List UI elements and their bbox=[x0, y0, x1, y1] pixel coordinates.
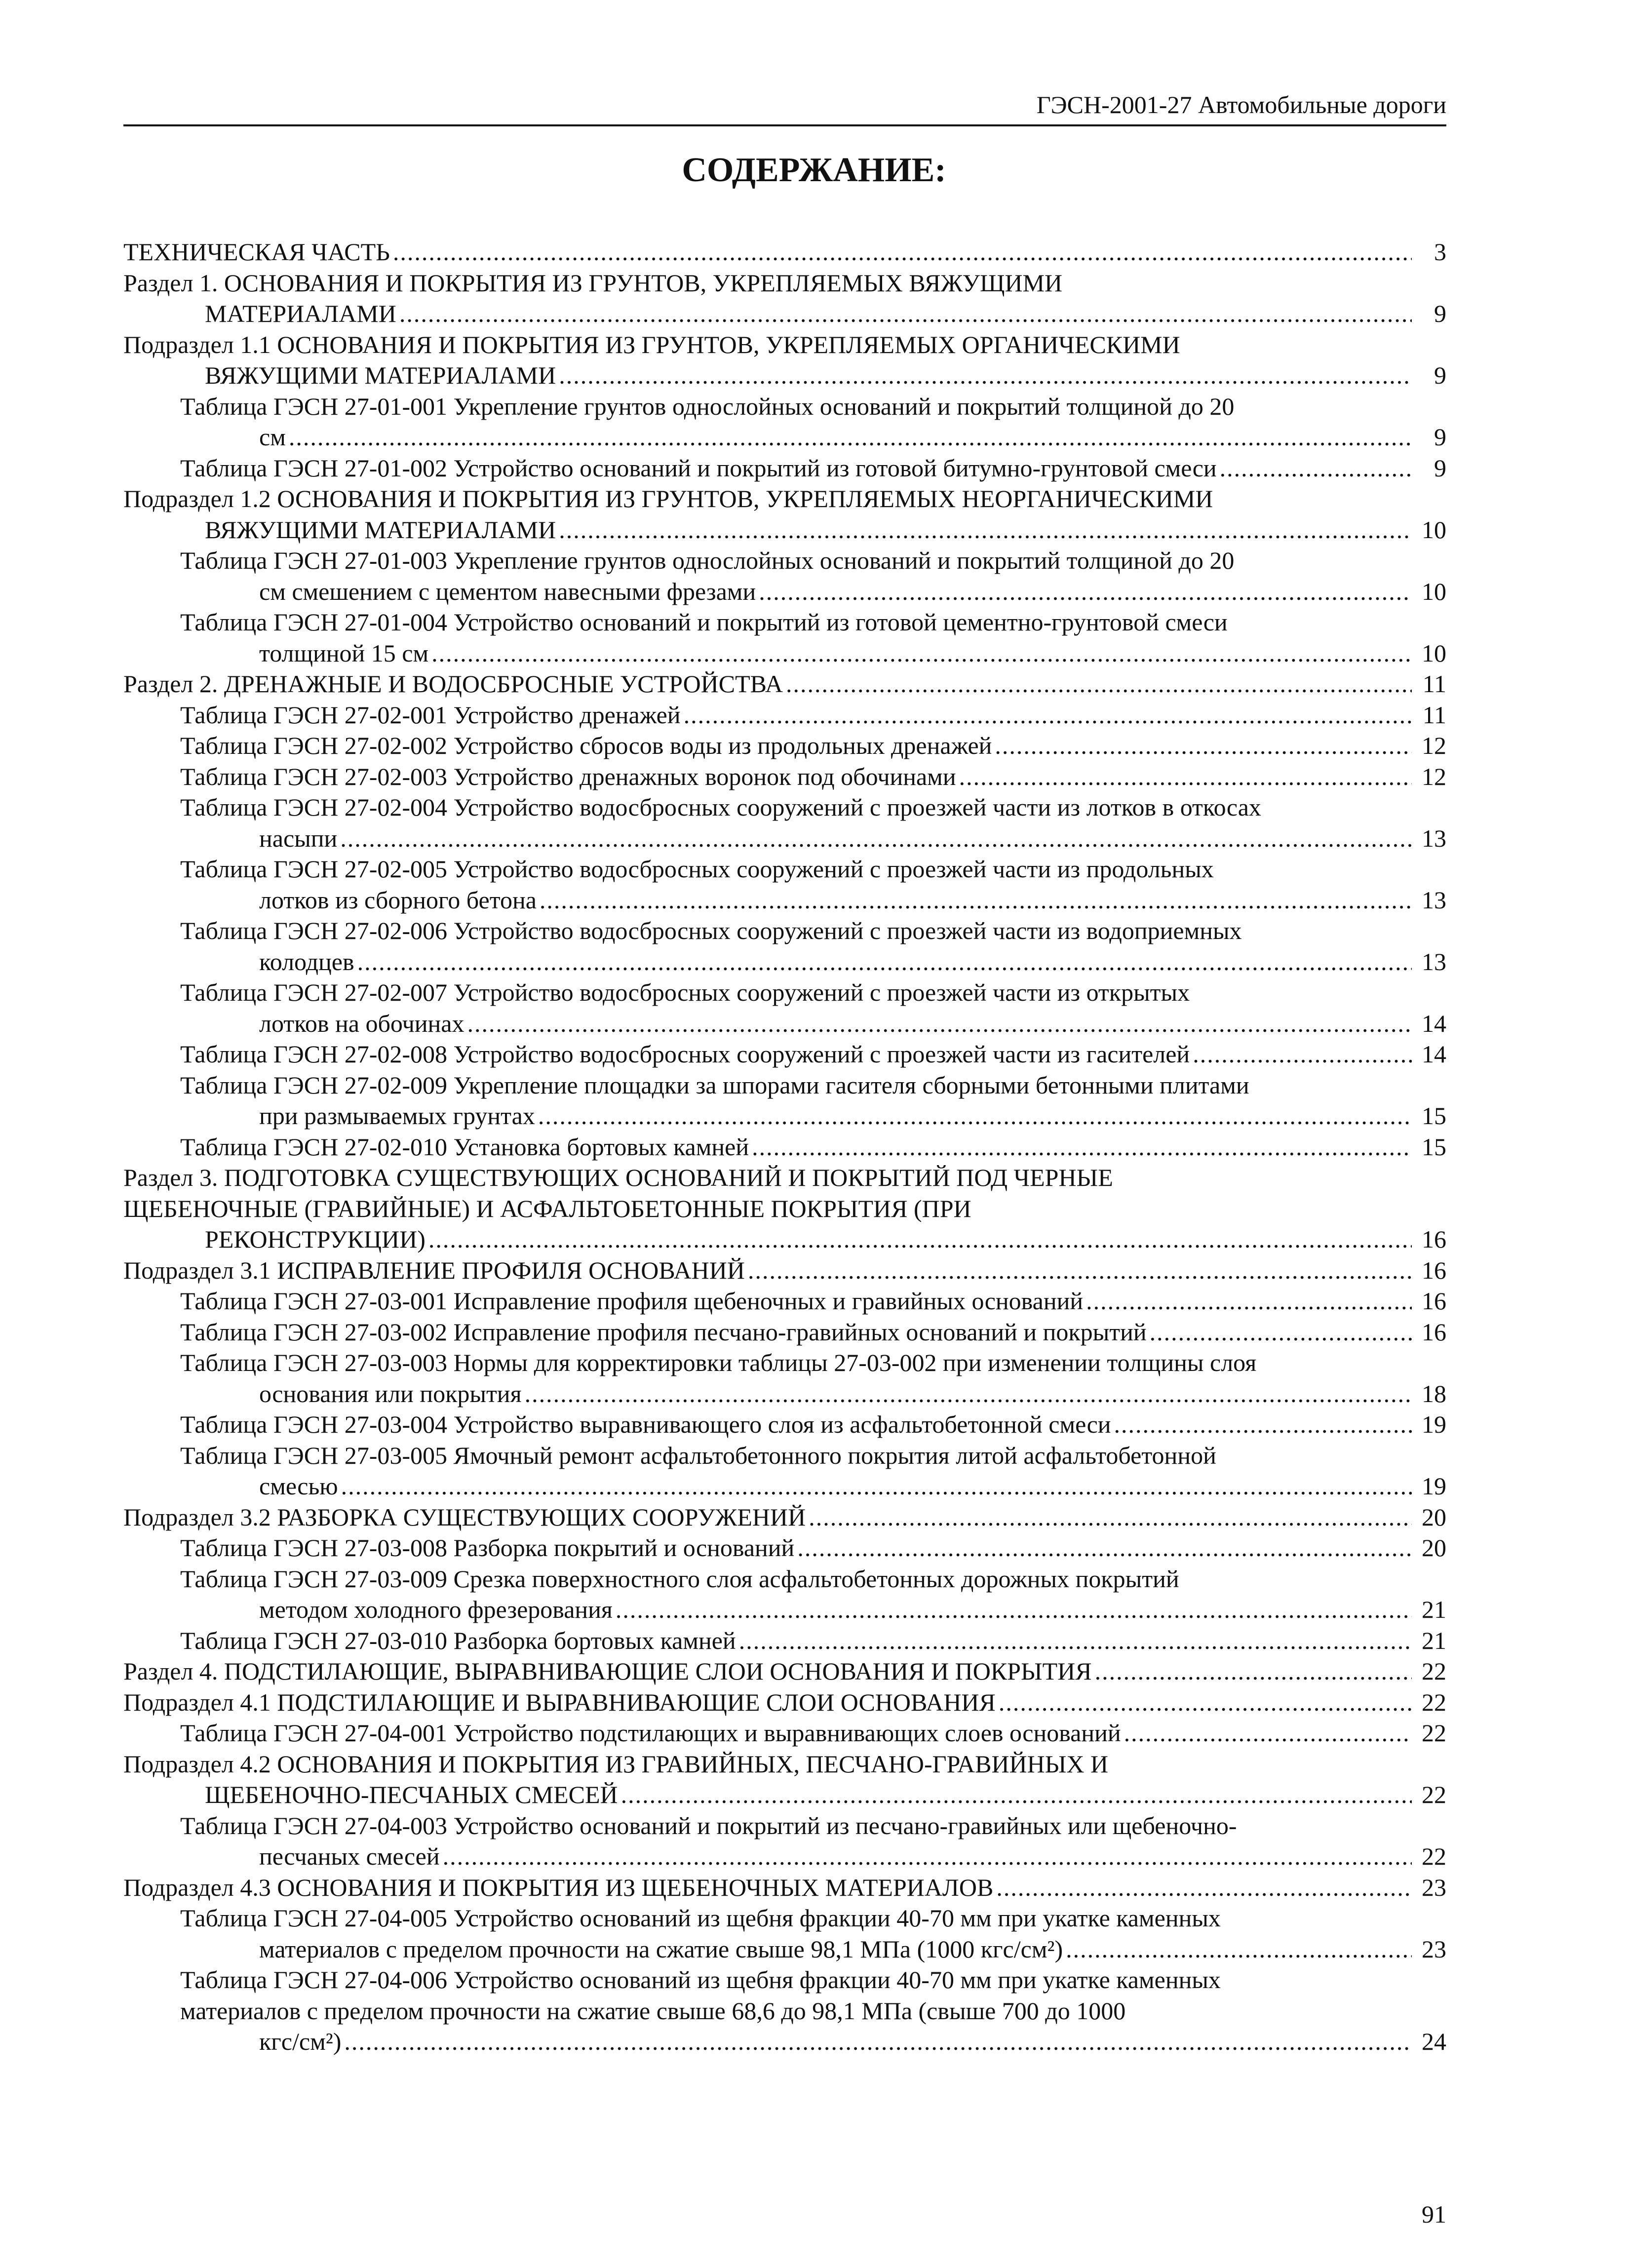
toc-entry-text: см bbox=[259, 423, 286, 451]
toc-page-number: 22 bbox=[1422, 1842, 1446, 1870]
toc-entry bbox=[180, 391, 1446, 453]
toc-entry-text: материалов с пределом прочности на сжатие свыше 68,6 до 98,1 МПа (свыше 700 до 1000 bbox=[180, 1996, 1126, 2025]
toc-entry-text: ВЯЖУЩИМИ МАТЕРИАЛАМИ bbox=[205, 361, 556, 389]
toc-page-number: 9 bbox=[1434, 361, 1446, 389]
dot-leader bbox=[999, 1687, 1412, 1718]
toc-page-number: 3 bbox=[1434, 238, 1446, 266]
toc-page-number: 11 bbox=[1422, 701, 1446, 729]
toc-entry-line bbox=[180, 1471, 1446, 1502]
dot-leader bbox=[996, 1872, 1412, 1903]
dot-leader bbox=[340, 823, 1412, 854]
toc-entry-text: при размываемых грунтах bbox=[259, 1102, 535, 1130]
dot-leader bbox=[357, 946, 1412, 978]
toc-entry bbox=[123, 268, 1446, 329]
toc-entry bbox=[180, 1039, 1446, 1070]
dot-leader bbox=[1086, 1286, 1412, 1317]
toc-page-number: 9 bbox=[1434, 454, 1446, 482]
toc-entry-line bbox=[180, 1409, 1446, 1440]
toc-entry-text: Таблица ГЭСН 27-03-010 Разборка бортовых камней bbox=[180, 1626, 736, 1654]
toc-entry-line bbox=[180, 1378, 1446, 1409]
toc-entry bbox=[123, 1255, 1446, 1286]
running-header bbox=[123, 90, 1446, 124]
toc-entry bbox=[180, 915, 1446, 977]
toc-entry-text: ВЯЖУЩИМИ МАТЕРИАЛАМИ bbox=[205, 515, 556, 544]
toc-entry-text: Таблица ГЭСН 27-03-008 Разборка покрытий и оснований bbox=[180, 1534, 795, 1562]
toc-entry bbox=[180, 453, 1446, 484]
toc-page-number: 23 bbox=[1422, 1873, 1446, 1901]
toc-entry bbox=[180, 1347, 1446, 1409]
toc-entry-text: Таблица ГЭСН 27-01-003 Укрепление грунтов однослойных оснований и покрытий толщиной до 20 bbox=[180, 547, 1235, 574]
toc-page-number: 16 bbox=[1422, 1225, 1446, 1253]
dot-leader bbox=[1124, 1718, 1412, 1749]
toc-page-number: 13 bbox=[1422, 947, 1446, 976]
toc-entry-text: насыпи bbox=[259, 824, 338, 852]
toc-entry-text: Таблица ГЭСН 27-02-008 Устройство водосбросных сооружений с проезжей части из гасителей bbox=[180, 1040, 1190, 1068]
toc-entry-line bbox=[180, 730, 1446, 761]
dot-leader bbox=[1114, 1409, 1412, 1440]
dot-leader bbox=[1150, 1317, 1412, 1348]
toc-entry bbox=[123, 329, 1446, 391]
toc-entry-text: Таблица ГЭСН 27-01-001 Укрепление грунтов однослойных оснований и покрытий толщиной до 20 bbox=[180, 392, 1235, 420]
toc-entry-line bbox=[180, 1532, 1446, 1564]
toc-page-number: 21 bbox=[1422, 1596, 1446, 1623]
dot-leader bbox=[467, 1008, 1412, 1039]
toc-entry-line bbox=[180, 1841, 1446, 1872]
toc-page-number: 10 bbox=[1422, 639, 1446, 667]
dot-leader bbox=[1220, 453, 1412, 484]
toc-page-number: 12 bbox=[1422, 762, 1446, 790]
toc-entry-line bbox=[180, 1100, 1446, 1132]
toc-entry-text: РЕКОНСТРУКЦИИ) bbox=[205, 1225, 426, 1253]
toc-entry-text: Таблица ГЭСН 27-04-001 Устройство подстилающих и выравнивающих слоев оснований bbox=[180, 1719, 1121, 1747]
toc-entry-line bbox=[123, 1872, 1446, 1903]
toc-entry-text: Подраздел 3.2 РАЗБОРКА СУЩЕСТВУЮЩИХ СООРУЖЕНИЙ bbox=[123, 1503, 806, 1531]
toc-page-number: 22 bbox=[1422, 1688, 1446, 1716]
toc-entry-line bbox=[180, 453, 1446, 484]
toc-entry-text: ТЕХНИЧЕСКАЯ ЧАСТЬ bbox=[123, 238, 390, 266]
toc-entry-text: Таблица ГЭСН 27-03-009 Срезка поверхностного слоя асфальтобетонных дорожных покрытий bbox=[180, 1564, 1179, 1593]
toc-entry-text: Подраздел 1.2 ОСНОВАНИЯ И ПОКРЫТИЯ ИЗ ГРУНТОВ, УКРЕПЛЯЕМЫХ НЕОРГАНИЧЕСКИМИ bbox=[123, 485, 1213, 512]
toc-entry-text: Подраздел 4.1 ПОДСТИЛАЮЩИЕ И ВЫРАВНИВАЮЩИЕ СЛОИ ОСНОВАНИЯ bbox=[123, 1688, 996, 1716]
toc-entry bbox=[180, 607, 1446, 668]
dot-leader bbox=[399, 298, 1412, 329]
toc-entry bbox=[180, 1317, 1446, 1348]
toc-entry-line bbox=[180, 1594, 1446, 1625]
toc-entry-line bbox=[180, 761, 1446, 792]
toc-entry bbox=[180, 1532, 1446, 1564]
toc-entry-line bbox=[180, 1039, 1446, 1070]
toc-entry-text: Таблица ГЭСН 27-03-005 Ямочный ремонт асфальтобетонного покрытия литой асфальтобетонной bbox=[180, 1441, 1216, 1469]
toc-entry-text: Подраздел 3.1 ИСПРАВЛЕНИЕ ПРОФИЛЯ ОСНОВАНИЙ bbox=[123, 1256, 745, 1284]
toc-entry-text: колодцев bbox=[259, 947, 354, 976]
toc-entry-text: Таблица ГЭСН 27-04-006 Устройство оснований из щебня фракции 40-70 мм при укатке каменных bbox=[180, 1966, 1221, 1994]
toc-page-number: 22 bbox=[1422, 1719, 1446, 1747]
toc-entry-text: Таблица ГЭСН 27-01-002 Устройство оснований и покрытий из готовой битумно-грунтовой смеси bbox=[180, 454, 1217, 482]
toc-entry-line bbox=[180, 1286, 1446, 1317]
toc-entry-text: Подраздел 4.3 ОСНОВАНИЯ И ПОКРЫТИЯ ИЗ ЩЕБЕНОЧНЫХ МАТЕРИАЛОВ bbox=[123, 1873, 994, 1901]
toc-entry bbox=[180, 977, 1446, 1039]
page-number: 91 bbox=[1422, 2200, 1446, 2228]
toc-entry bbox=[123, 1749, 1446, 1810]
toc-entry-text: Таблица ГЭСН 27-02-003 Устройство дренажных воронок под обочинами bbox=[180, 762, 956, 790]
toc-entry-text: песчаных смесей bbox=[259, 1842, 440, 1870]
toc-entry-line bbox=[180, 1718, 1446, 1749]
toc-entry bbox=[180, 761, 1446, 792]
toc-entry-text: кгс/см²) bbox=[259, 2028, 342, 2055]
toc-entry-line bbox=[123, 1779, 1446, 1810]
dot-leader bbox=[538, 1100, 1412, 1132]
toc-entry-line bbox=[180, 700, 1446, 731]
toc-entry-text: смесью bbox=[259, 1472, 338, 1500]
toc-entry bbox=[123, 1687, 1446, 1718]
toc-entry bbox=[180, 700, 1446, 731]
dot-leader bbox=[344, 2026, 1412, 2057]
toc-entry-line bbox=[180, 946, 1446, 978]
dot-leader bbox=[684, 700, 1412, 731]
toc-entry bbox=[180, 1903, 1446, 1964]
toc-entry-text: лотков на обочинах bbox=[259, 1009, 465, 1037]
toc-page-number: 19 bbox=[1422, 1410, 1446, 1438]
toc-entry-text: Таблица ГЭСН 27-03-003 Нормы для корректировки таблицы 27-03-002 при изменении толщины слоя bbox=[180, 1349, 1257, 1376]
toc-entry bbox=[123, 668, 1446, 700]
toc-page-number: 10 bbox=[1422, 515, 1446, 544]
dot-leader bbox=[1066, 1934, 1412, 1965]
toc-entry bbox=[180, 1132, 1446, 1163]
toc-entry-line bbox=[180, 576, 1446, 607]
toc-entry-line bbox=[123, 1255, 1446, 1286]
toc-page-number: 11 bbox=[1422, 670, 1446, 698]
toc-entry-line bbox=[123, 1687, 1446, 1718]
toc-entry-text: Раздел 4. ПОДСТИЛАЮЩИЕ, ВЫРАВНИВАЮЩИЕ СЛОИ ОСНОВАНИЯ И ПОКРЫТИЯ bbox=[123, 1657, 1092, 1685]
toc-entry-line bbox=[180, 823, 1446, 854]
dot-leader bbox=[428, 1224, 1412, 1255]
running-title: ГЭСН-2001-27 Автомобильные дороги bbox=[1036, 91, 1446, 118]
toc-entry-text: МАТЕРИАЛАМИ bbox=[205, 300, 396, 327]
toc-entry-text: Таблица ГЭСН 27-01-004 Устройство оснований и покрытий из готовой цементно-грунтовой смеси bbox=[180, 608, 1228, 636]
toc-entry-line bbox=[123, 236, 1446, 268]
dot-leader bbox=[809, 1502, 1412, 1533]
toc-entry-text: Раздел 2. ДРЕНАЖНЫЕ И ВОДОСБРОСНЫЕ УСТРОЙСТВА bbox=[123, 670, 783, 698]
toc-entry bbox=[180, 854, 1446, 915]
dot-leader bbox=[431, 638, 1412, 669]
toc-entry-text: Подраздел 1.1 ОСНОВАНИЯ И ПОКРЫТИЯ ИЗ ГРУНТОВ, УКРЕПЛЯЕМЫХ ОРГАНИЧЕСКИМИ bbox=[123, 330, 1180, 358]
toc-entry-text: Таблица ГЭСН 27-02-007 Устройство водосбросных сооружений с проезжей части из открытых bbox=[180, 978, 1190, 1006]
dot-leader bbox=[540, 885, 1412, 916]
toc-entry-text: Таблица ГЭСН 27-02-006 Устройство водосбросных сооружений с проезжей части из водоприемных bbox=[180, 917, 1242, 944]
toc-entry-text: Таблица ГЭСН 27-04-005 Устройство оснований из щебня фракции 40-70 мм при укатке каменных bbox=[180, 1904, 1221, 1932]
toc-entry bbox=[123, 1656, 1446, 1687]
toc-entry-text: ЩЕБЕНОЧНО-ПЕСЧАНЫХ СМЕСЕЙ bbox=[205, 1781, 618, 1808]
toc-page-number: 21 bbox=[1422, 1626, 1446, 1654]
toc-page-number: 12 bbox=[1422, 732, 1446, 759]
toc-page-number: 16 bbox=[1422, 1256, 1446, 1284]
toc-page-number: 22 bbox=[1422, 1781, 1446, 1808]
toc-entry bbox=[180, 730, 1446, 761]
toc-entry-text: Таблица ГЭСН 27-02-002 Устройство сбросов воды из продольных дренажей bbox=[180, 732, 992, 759]
toc-page-number: 16 bbox=[1422, 1318, 1446, 1346]
toc-entry-text: Таблица ГЭСН 27-02-009 Укрепление площадки за шпорами гасителя сборными бетонными плитами bbox=[180, 1071, 1249, 1099]
dot-leader bbox=[739, 1625, 1412, 1656]
toc-entry-line bbox=[123, 1502, 1446, 1533]
toc-page-number: 15 bbox=[1422, 1133, 1446, 1161]
toc-entry bbox=[123, 483, 1446, 545]
toc-entry-text: толщиной 15 см bbox=[259, 639, 429, 667]
toc-page-number: 24 bbox=[1422, 2028, 1446, 2055]
toc-entry-line bbox=[123, 1656, 1446, 1687]
toc-entry-text: Подраздел 4.2 ОСНОВАНИЯ И ПОКРЫТИЯ ИЗ ГРАВИЙНЫХ, ПЕСЧАНО-ГРАВИЙНЫХ И bbox=[123, 1750, 1109, 1778]
toc-entry-text: ЩЕБЕНОЧНЫЕ (ГРАВИЙНЫЕ) И АСФАЛЬТОБЕТОННЫЕ ПОКРЫТИЯ (ПРИ bbox=[123, 1194, 971, 1222]
toc-page-number: 13 bbox=[1422, 886, 1446, 914]
dot-leader bbox=[616, 1594, 1412, 1625]
toc-page-number: 20 bbox=[1422, 1503, 1446, 1531]
toc-entry-line bbox=[180, 1008, 1446, 1039]
toc-entry-line bbox=[180, 1317, 1446, 1348]
toc-entry-text: Таблица ГЭСН 27-02-010 Установка бортовых камней bbox=[180, 1133, 749, 1161]
toc-entry-text: Таблица ГЭСН 27-04-003 Устройство оснований и покрытий из песчано-гравийных или щебеночно- bbox=[180, 1811, 1237, 1839]
toc-entry-text: Таблица ГЭСН 27-02-005 Устройство водосбросных сооружений с проезжей части из продольных bbox=[180, 855, 1214, 883]
toc-entry-text: Таблица ГЭСН 27-03-002 Исправление профиля песчано-гравийных оснований и покрытий bbox=[180, 1318, 1147, 1346]
dot-leader bbox=[797, 1532, 1412, 1564]
toc-entry-line bbox=[123, 514, 1446, 546]
toc-page-number: 16 bbox=[1422, 1287, 1446, 1315]
toc-page-number: 22 bbox=[1422, 1657, 1446, 1685]
header-rule bbox=[123, 124, 1446, 126]
toc-entry-line bbox=[123, 668, 1446, 700]
toc-entry-line bbox=[123, 360, 1446, 391]
toc-page-number: 19 bbox=[1422, 1472, 1446, 1500]
toc-page-number: 9 bbox=[1434, 300, 1446, 327]
dot-leader bbox=[621, 1779, 1412, 1810]
dot-leader bbox=[341, 1471, 1412, 1502]
toc-entry-line bbox=[123, 1224, 1446, 1255]
toc-entry bbox=[180, 1964, 1446, 2057]
toc-entry-line bbox=[180, 422, 1446, 453]
dot-leader bbox=[959, 761, 1412, 792]
toc-entry-line bbox=[180, 1132, 1446, 1163]
dot-leader bbox=[289, 422, 1412, 453]
toc-page-number: 10 bbox=[1422, 577, 1446, 605]
dot-leader bbox=[1193, 1039, 1412, 1070]
toc-entry-text: Таблица ГЭСН 27-03-004 Устройство выравнивающего слоя из асфальтобетонной смеси bbox=[180, 1410, 1111, 1438]
toc-page-number: 23 bbox=[1422, 1935, 1446, 1963]
toc-entry-line bbox=[123, 298, 1446, 329]
dot-leader bbox=[748, 1255, 1412, 1286]
toc-entry bbox=[180, 1625, 1446, 1656]
toc-entry bbox=[180, 1070, 1446, 1132]
toc-entry bbox=[123, 1162, 1446, 1255]
toc-entry-text: Таблица ГЭСН 27-03-001 Исправление профиля щебеночных и гравийных оснований bbox=[180, 1287, 1084, 1315]
toc-entry bbox=[180, 1810, 1446, 1872]
toc-entry-text: Таблица ГЭСН 27-02-004 Устройство водосбросных сооружений с проезжей части из лотков в откосах bbox=[180, 793, 1261, 821]
dot-leader bbox=[559, 360, 1412, 391]
toc-page-number: 14 bbox=[1422, 1040, 1446, 1068]
dot-leader bbox=[1095, 1656, 1412, 1687]
toc-entry-line bbox=[180, 1934, 1446, 1965]
toc-entry bbox=[180, 1409, 1446, 1440]
toc-page-number: 9 bbox=[1434, 423, 1446, 451]
toc-entry-text: Раздел 1. ОСНОВАНИЯ И ПОКРЫТИЯ ИЗ ГРУНТОВ, УКРЕПЛЯЕМЫХ ВЯЖУЩИМИ bbox=[123, 269, 1063, 297]
toc-entry bbox=[180, 792, 1446, 854]
toc-entry bbox=[123, 1872, 1446, 1903]
dot-leader bbox=[559, 514, 1412, 546]
toc-entry-line bbox=[180, 885, 1446, 916]
toc-entry bbox=[123, 1502, 1446, 1533]
toc-entry-text: материалов с пределом прочности на сжатие свыше 98,1 МПа (1000 кгс/см²) bbox=[259, 1935, 1063, 1963]
toc-entry-text: методом холодного фрезерования bbox=[259, 1596, 613, 1623]
toc-entry-line bbox=[180, 2026, 1446, 2057]
toc-page-number: 14 bbox=[1422, 1009, 1446, 1037]
toc-page-number: 15 bbox=[1422, 1102, 1446, 1130]
toc-entry-line bbox=[180, 638, 1446, 669]
dot-leader bbox=[525, 1378, 1412, 1409]
toc-entry bbox=[180, 545, 1446, 607]
toc-entry bbox=[180, 1286, 1446, 1317]
toc-page-number: 13 bbox=[1422, 824, 1446, 852]
dot-leader bbox=[786, 668, 1412, 700]
toc-entry bbox=[180, 1564, 1446, 1625]
toc-entry-text: лотков из сборного бетона bbox=[259, 886, 537, 914]
toc-entry-text: см смешением с цементом навесными фрезами bbox=[259, 577, 756, 605]
toc-entry bbox=[123, 236, 1446, 268]
toc-entry bbox=[180, 1440, 1446, 1502]
toc-page-number: 18 bbox=[1422, 1379, 1446, 1408]
toc-entry-text: основания или покрытия bbox=[259, 1379, 522, 1408]
toc-entry bbox=[180, 1718, 1446, 1749]
table-of-contents bbox=[123, 236, 1446, 2057]
toc-page-number: 20 bbox=[1422, 1534, 1446, 1562]
dot-leader bbox=[393, 236, 1412, 268]
dot-leader bbox=[759, 576, 1412, 607]
page-title: СОДЕРЖАНИЕ: bbox=[682, 151, 946, 189]
toc-entry-text: Таблица ГЭСН 27-02-001 Устройство дренажей bbox=[180, 701, 681, 729]
toc-entry-line bbox=[180, 1625, 1446, 1656]
toc-entry-text: Раздел 3. ПОДГОТОВКА СУЩЕСТВУЮЩИХ ОСНОВАНИЙ И ПОКРЫТИЙ ПОД ЧЕРНЫЕ bbox=[123, 1164, 1113, 1191]
dot-leader bbox=[995, 730, 1412, 761]
dot-leader bbox=[752, 1132, 1412, 1163]
dot-leader bbox=[443, 1841, 1412, 1872]
